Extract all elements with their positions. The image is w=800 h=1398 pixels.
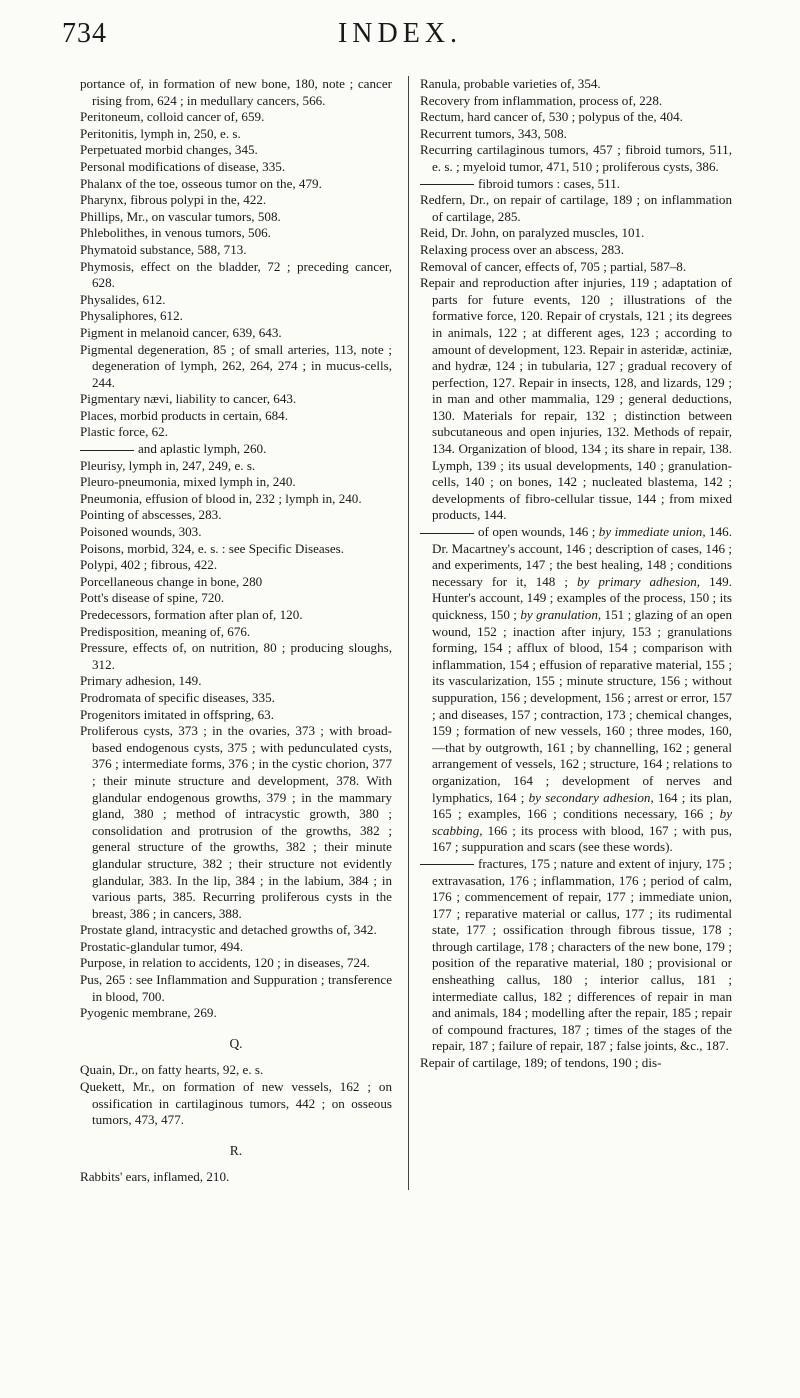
index-entry: Perpetuated morbid changes, 345. xyxy=(80,142,258,158)
index-entry: Predecessors, formation after plan of, 120. xyxy=(80,607,303,622)
index-entry: Peritoneum, colloid cancer of, 659. xyxy=(80,109,265,125)
index-entry: Quekett, Mr., on formation of new vessels, 162 ; on ossification in cartilaginous tumors, 442 ; on osseous tumors, 473, 477. xyxy=(80,1079,392,1128)
index-entry: Recovery from inflammation, process of, 228. xyxy=(420,92,663,108)
index-entry: Pigmentary nævi, liability to cancer, 643. xyxy=(80,391,297,407)
index-entry: Pyogenic membrane, 269. xyxy=(80,1005,217,1021)
section-letter-q: Q. xyxy=(229,1035,243,1051)
left-column xyxy=(80,76,392,1186)
index-entry: Proliferous cysts, 373 ; in the ovaries, 373 ; with broad-based endogenous cysts, 375 ; with pedunculated cysts, 376 ; intermediate forms, 376 ; in the cystic chorion, 377 ; their minute structure and development, 378. With glandular endogenous growths, 379 ; in the mammary gland, 380 ; method of intracystic growth, 380 ; consolidation and protrusion of the growths, 382 ; general structure of the growths, 382 ; their minute glandular structure, 382 ; their structure not evidently glandular, 383. In the lip, 384 ; in the labium, 384 ; in various parts, 385. Recurring proliferous cysts in the breast, 386 ; in cancers, 388. xyxy=(80,723,392,921)
page-number: 734 xyxy=(62,18,107,49)
index-entry: Pointing of abscesses, 283. xyxy=(80,507,222,523)
index-entry: Places, morbid products in certain, 684. xyxy=(80,407,288,423)
index-subentry: fibroid tumors : cases, 511. xyxy=(420,176,732,193)
index-subentry-fractures: fractures, 175 ; nature and extent of injury, 175 ; extravasation, 176 ; inflammation, 176 ; period of calm, 176 ; commencement of repair, 177 ; immediate union, 177 ; reparative material or callus, 177 ; its rudimental state, 177 ; ossification through fibrous tissue, 178 ; through cartilage, 178 ; characters of the new bone, 179 ; position of the reparative material, 180 ; provisional or ensheathing callus, 180 ; interior callus, 181 ; intermediate callus, 182 ; differences of repair in man and animals, 184 ; modelling after the repair, 185 ; repair of compound fractures, 187 ; times of the stages of the repair, 187 ; failure of repair, 187 ; false joints, &c., 187. xyxy=(420,856,732,1055)
index-entry: Pleuro-pneumonia, mixed lymph in, 240. xyxy=(80,474,296,490)
index-entry: Prostatic-glandular tumor, 494. xyxy=(80,938,244,954)
index-entry: Recurring cartilaginous tumors, 457 ; fibroid tumors, 511, e. s. ; myeloid tumor, 471, 510 ; proliferous cysts, 386. xyxy=(420,142,732,174)
index-entry: Ranula, probable varieties of, 354. xyxy=(420,76,601,91)
index-entry: Primary adhesion, 149. xyxy=(80,673,202,689)
index-entry: Personal modifications of disease, 335. xyxy=(80,158,286,174)
index-entry: Removal of cancer, effects of, 705 ; partial, 587–8. xyxy=(420,258,687,274)
index-entry: Pharynx, fibrous polypi in the, 422. xyxy=(80,192,267,208)
index-entry: Plastic force, 62. xyxy=(80,424,168,440)
index-entry: Relaxing process over an abscess, 283. xyxy=(420,241,624,257)
index-entry: portance of, in formation of new bone, 180, note ; cancer rising from, 624 ; in medullary cancers, 566. xyxy=(80,76,392,108)
right-column xyxy=(420,76,732,1072)
index-entry: Prostate gland, intracystic and detached growths of, 342. xyxy=(80,922,377,938)
index-entry: Pleurisy, lymph in, 247, 249, e. s. xyxy=(80,457,256,473)
index-entry: Predisposition, meaning of, 676. xyxy=(80,623,251,639)
index-entry: Phlebolithes, in venous tumors, 506. xyxy=(80,225,271,241)
page-header xyxy=(0,14,800,54)
index-subentry: and aplastic lymph, 260. xyxy=(80,441,392,458)
index-entry: Pus, 265 : see Inflammation and Suppuration ; transference in blood, 700. xyxy=(80,972,392,1004)
index-entry: Physalides, 612. xyxy=(80,291,166,307)
index-entry: Polypi, 402 ; fibrous, 422. xyxy=(80,557,218,573)
index-subentry-open-wounds: of open wounds, 146 ; by immediate union, 146. Dr. Macartney's account, 146 ; description of cases, 146 ; and experiments, 147 ; the best healing, 148 ; conditions necessary for it, 148 ; by primary adhesion, 149. Hunter's account, 149 ; examples of the process, 150 ; its quickness, 150 ; by granulation, 151 ; glazing of an open wound, 152 ; inaction after injury, 153 ; granulations forming, 154 ; afflux of blood, 154 ; comparison with inflammation, 154 ; effusion of reparative material, 155 ; its vascularization, 155 ; minute structure, 156 ; without suppuration, 156 ; development, 156 ; arrest or error, 157 ; and diseases, 157 ; contraction, 173 ; chemical changes, 159 ; formation of new vessels, 160 ; three modes, 160,—that by outgrowth, 161 ; by channelling, 162 ; general arrangement of vessels, 162 ; structure, 164 ; relations to organization, 164 ; development of nerves and lymphatics, 164 ; by secondary adhesion, 164 ; its plan, 165 ; examples, 166 ; conditions necessary, 166 ; by scabbing, 166 ; its process with blood, 167 ; with pus, 167 ; suppuration and scars (see these words). xyxy=(420,524,732,856)
index-entry: Redfern, Dr., on repair of cartilage, 189 ; on inflammation of cartilage, 285. xyxy=(420,192,732,224)
index-entry: Porcellaneous change in bone, 280 xyxy=(80,573,263,589)
index-entry: Phymosis, effect on the bladder, 72 ; preceding cancer, 628. xyxy=(80,258,392,291)
index-entry: Recurrent tumors, 343, 508. xyxy=(420,125,567,141)
index-entry: Progenitors imitated in offspring, 63. xyxy=(80,706,274,722)
column-divider xyxy=(408,76,409,1190)
section-letter-r: R. xyxy=(229,1142,243,1158)
index-entry: Reid, Dr. John, on paralyzed muscles, 101. xyxy=(420,225,645,241)
index-entry: Phymatoid substance, 588, 713. xyxy=(80,241,247,257)
running-head: INDEX. xyxy=(337,18,463,49)
index-entry: Pigmental degeneration, 85 ; of small arteries, 113, note ; degeneration of lymph, 262, 264, 274 ; in mucus-cells, 244. xyxy=(80,341,392,390)
index-entry: Poisons, morbid, 324, e. s. : see Specific Diseases. xyxy=(80,540,345,556)
index-entry: Pott's disease of spine, 720. xyxy=(80,590,225,606)
index-entry: Quain, Dr., on fatty hearts, 92, e. s. xyxy=(80,1062,264,1078)
index-entry: Purpose, in relation to accidents, 120 ; in diseases, 724. xyxy=(80,955,370,971)
index-entry: Repair of cartilage, 189; of tendons, 190 ; dis- xyxy=(420,1055,662,1071)
index-entry: Peritonitis, lymph in, 250, e. s. xyxy=(80,125,241,141)
index-entry: Phillips, Mr., on vascular tumors, 508. xyxy=(80,208,281,224)
index-entry: Phalanx of the toe, osseous tumor on the, 479. xyxy=(80,175,322,191)
index-entry: Pigment in melanoid cancer, 639, 643. xyxy=(80,324,282,340)
index-entry: Repair and reproduction after injuries, 119 ; adaptation of parts for future events, 120 ; illustrations of the formative force, 120. Repair of crystals, 121 ; its degrees in animals, 122 ; at different ages, 123 ; according to amount of development, 123. Repair in asteridæ, actiniæ, and hydræ, 124 ; in tubularia, 127 ; gradual recovery of perfection, 127. Repair in insects, 128, and lizards, 129 ; in man and other mammalia, 129 ; general deductions, 130. Materials for repair, 132 ; distinction between subcutaneous and open injuries, 132. Methods of repair, 134. Organization of blood, 134 ; its share in repair, 138. Lymph, 139 ; its usual developments, 140 ; granulation-cells, 140 ; on bones, 142 ; nucleated blastema, 142 ; developments of fibro-cellular tissue, 144 ; from mixed products, 144. xyxy=(420,275,732,523)
index-entry: Physaliphores, 612. xyxy=(80,308,183,324)
index-entry: Poisoned wounds, 303. xyxy=(80,524,202,540)
index-entry: Pressure, effects of, on nutrition, 80 ; producing sloughs, 312. xyxy=(80,640,392,672)
index-entry: Pneumonia, effusion of blood in, 232 ; lymph in, 240. xyxy=(80,490,362,506)
index-entry: Prodromata of specific diseases, 335. xyxy=(80,689,275,705)
index-entry: Rabbits' ears, inflamed, 210. xyxy=(80,1169,230,1185)
index-entry: Rectum, hard cancer of, 530 ; polypus of the, 404. xyxy=(420,109,683,125)
